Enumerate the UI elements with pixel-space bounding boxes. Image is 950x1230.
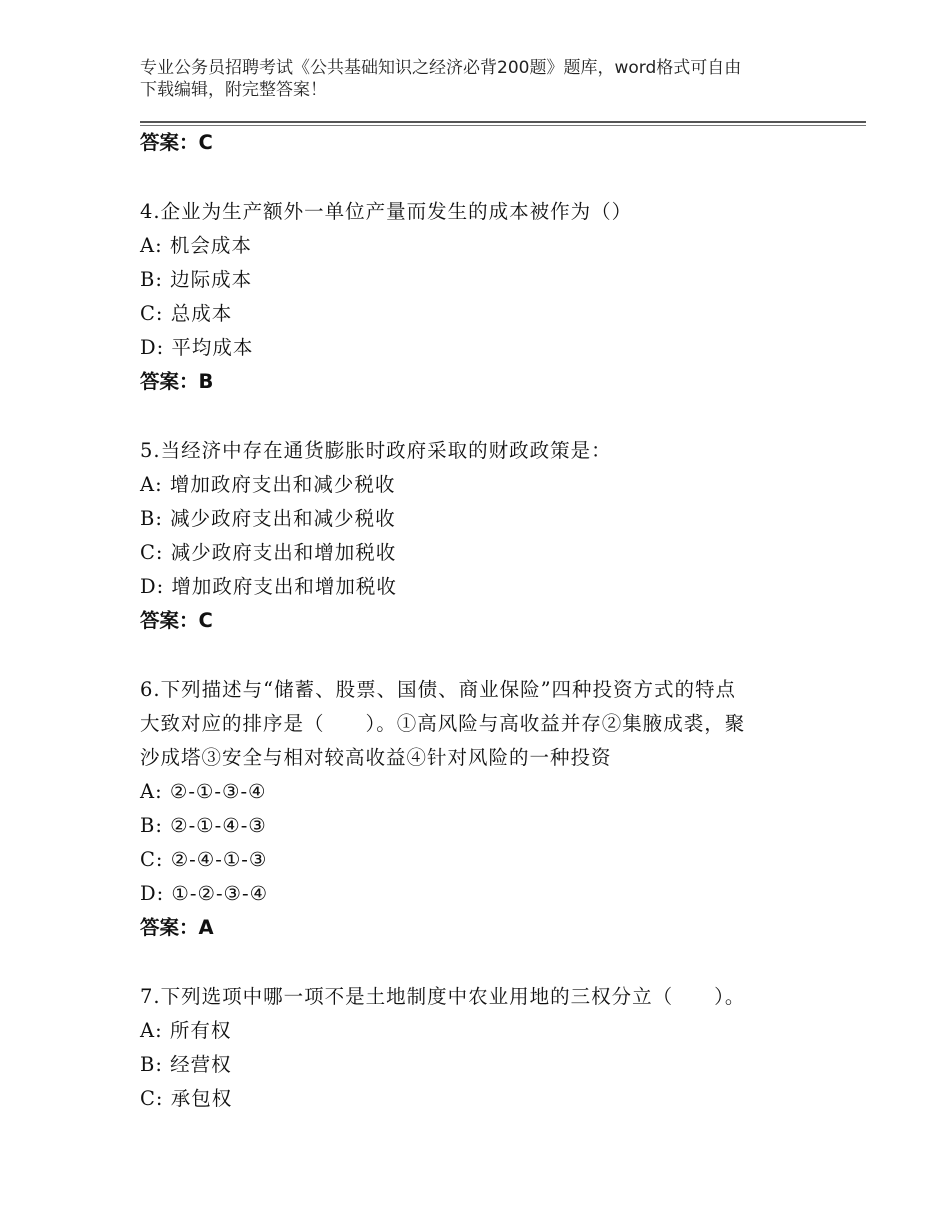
answer-q6: 答案：A <box>140 916 214 939</box>
question-6-stem-line-3: 沙成塔③安全与相对较高收益④针对风险的一种投资 <box>140 746 612 769</box>
question-7-option-c: C: 承包权 <box>140 1087 233 1110</box>
question-5-option-d: D: 增加政府支出和增加税收 <box>140 575 397 598</box>
question-6-stem-line-1: 6.下列描述与“储蓄、股票、国债、商业保险”四种投资方式的特点 <box>140 678 737 701</box>
question-4-option-c: C: 总成本 <box>140 302 233 325</box>
answer-q5: 答案：C <box>140 609 213 632</box>
question-6-stem-line-2: 大致对应的排序是（ ）。①高风险与高收益并存②集腋成裘，聚 <box>140 712 746 735</box>
question-5-option-b: B: 减少政府支出和减少税收 <box>140 507 396 530</box>
question-5-stem: 5.当经济中存在通货膨胀时政府采取的财政政策是： <box>140 439 612 462</box>
question-7-stem: 7.下列选项中哪一项不是土地制度中农业用地的三权分立（ ）。 <box>140 985 746 1008</box>
question-6-option-a: A: ②-①-③-④ <box>140 780 267 803</box>
document-header <box>140 57 800 101</box>
question-6-option-b: B: ②-①-④-③ <box>140 814 267 837</box>
question-6-option-c: C: ②-④-①-③ <box>140 848 268 871</box>
question-7-option-b: B: 经营权 <box>140 1053 232 1076</box>
header-divider-thick <box>140 121 866 123</box>
header-line-1: 专业公务员招聘考试《公共基础知识之经济必背200题》题库，word格式可自由 <box>140 58 742 78</box>
answer-q3: 答案：C <box>140 131 213 154</box>
question-6-option-d: D: ①-②-③-④ <box>140 882 269 905</box>
question-5-option-a: A: 增加政府支出和减少税收 <box>140 473 396 496</box>
question-4-option-d: D: 平均成本 <box>140 336 254 359</box>
question-5-option-c: C: 减少政府支出和增加税收 <box>140 541 397 564</box>
question-4-option-a: A: 机会成本 <box>140 234 252 257</box>
question-4-stem: 4.企业为生产额外一单位产量而发生的成本被作为（） <box>140 200 633 223</box>
header-line-2: 下载编辑，附完整答案！ <box>140 80 327 100</box>
question-7-option-a: A: 所有权 <box>140 1019 232 1042</box>
question-4-option-b: B: 边际成本 <box>140 268 253 291</box>
answer-q4: 答案：B <box>140 370 214 393</box>
